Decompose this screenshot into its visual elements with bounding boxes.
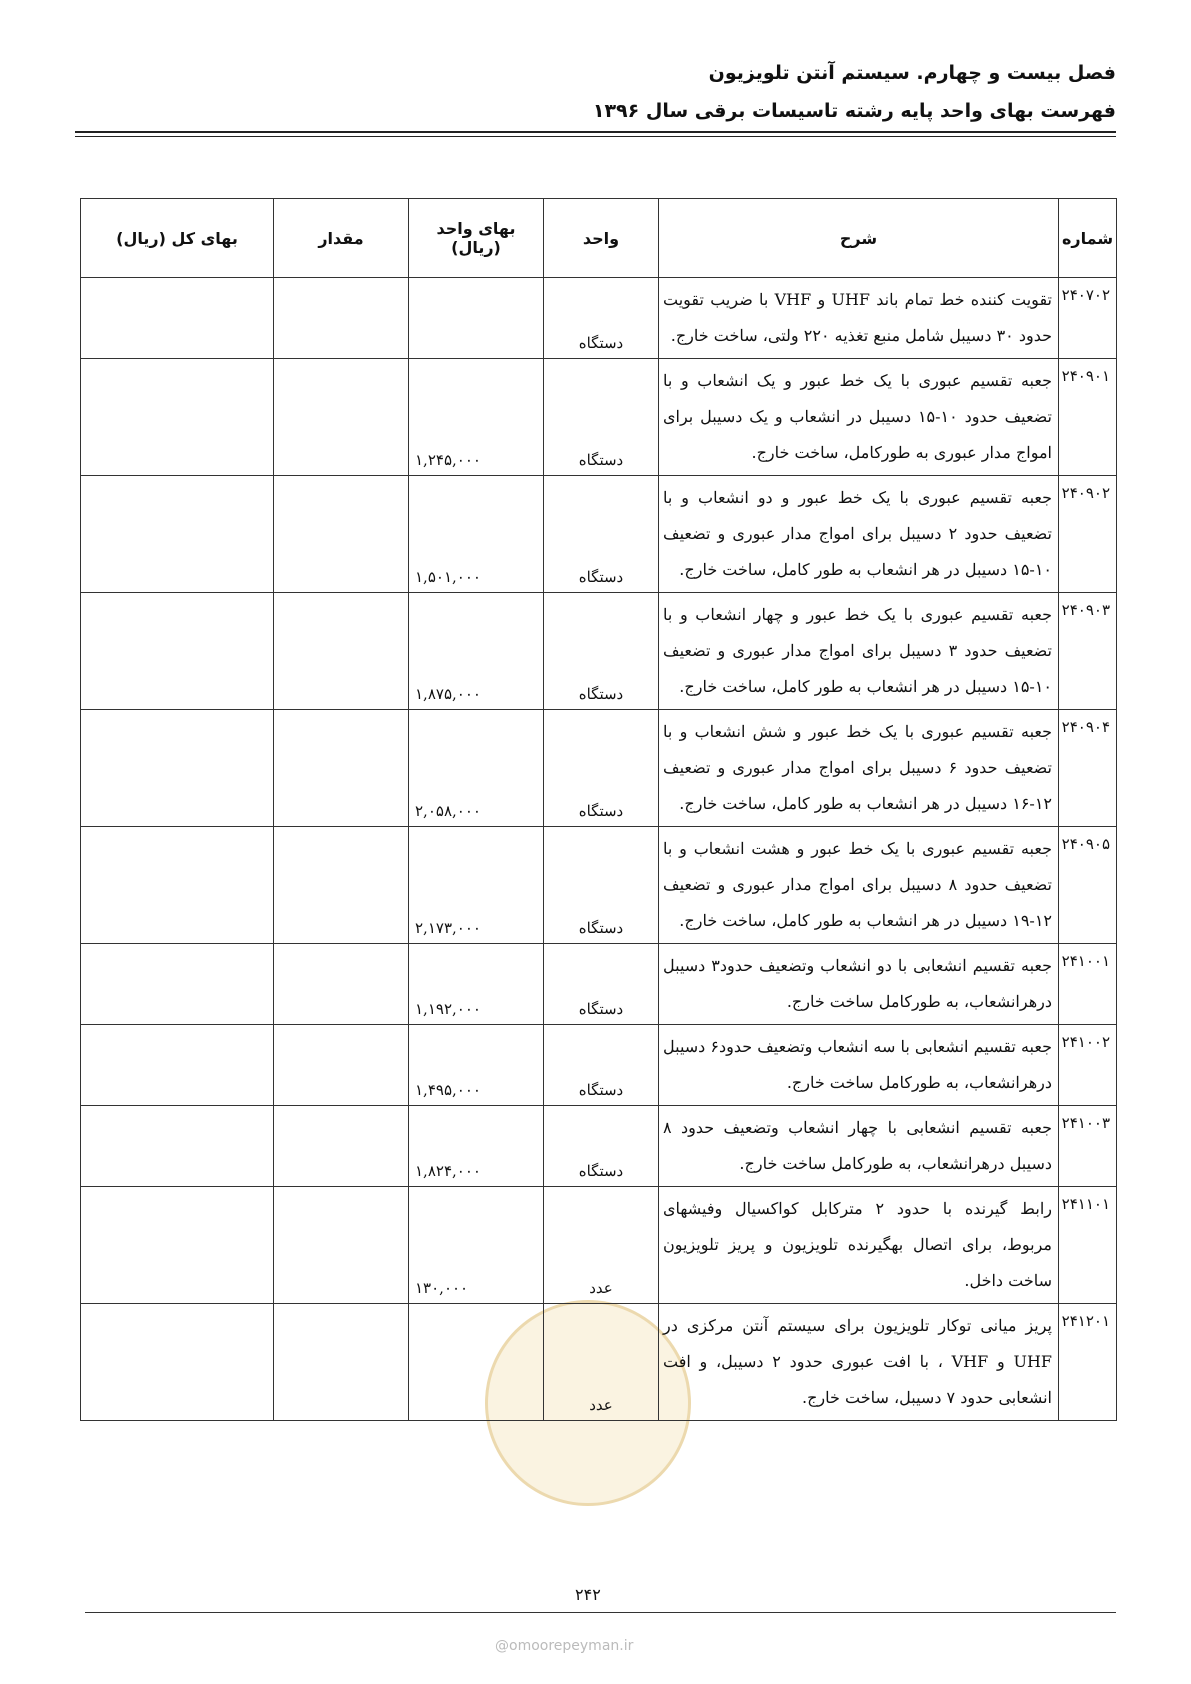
- table-row: [81, 476, 1117, 593]
- item-quantity: [274, 1304, 409, 1421]
- item-code: ۲۴۱۱۰۱: [1059, 1187, 1117, 1304]
- item-unit: دستگاه: [544, 827, 659, 944]
- item-code: ۲۴۰۷۰۲: [1059, 278, 1117, 359]
- item-description: جعبه تقسیم عبوری با یک خط عبور و دو انشعاب و با تضعیف حدود ۲ دسیبل برای امواج مدار عبوری و تضعیف ۱۰-۱۵ دسیبل در هر انشعاب به طور کامل، ساخت خارج.: [659, 476, 1059, 593]
- item-quantity: [274, 593, 409, 710]
- item-unit: دستگاه: [544, 593, 659, 710]
- item-total-price: [81, 359, 274, 476]
- item-code: ۲۴۰۹۰۱: [1059, 359, 1117, 476]
- price-list-title: فهرست بهای واحد پایه رشته تاسیسات برقی سال ۱۳۹۶: [592, 100, 1116, 122]
- item-unit: عدد: [544, 1304, 659, 1421]
- item-unit-price: ۱,۲۴۵,۰۰۰: [409, 359, 544, 476]
- item-description: جعبه تقسیم انشعابی با چهار انشعاب وتضعیف حدود ۸ دسیبل درهرانشعاب، به طورکامل ساخت خارج.: [659, 1106, 1059, 1187]
- item-code: ۲۴۱۲۰۱: [1059, 1304, 1117, 1421]
- item-quantity: [274, 827, 409, 944]
- site-watermark: @omoorepeyman.ir: [495, 1638, 634, 1654]
- item-total-price: [81, 476, 274, 593]
- item-total-price: [81, 278, 274, 359]
- item-quantity: [274, 476, 409, 593]
- item-unit: دستگاه: [544, 359, 659, 476]
- col-description-header: شرح: [659, 199, 1059, 278]
- item-quantity: [274, 1106, 409, 1187]
- item-description: جعبه تقسیم عبوری با یک خط عبور و هشت انشعاب و با تضعیف حدود ۸ دسیبل برای امواج مدار عبوری و تضعیف ۱۲-۱۹ دسیبل در هر انشعاب به طور کامل، ساخت خارج.: [659, 827, 1059, 944]
- col-unit-header: واحد: [544, 199, 659, 278]
- price-table: [80, 198, 1117, 1421]
- header-rule-thick: [75, 131, 1116, 133]
- item-unit: دستگاه: [544, 278, 659, 359]
- item-code: ۲۴۱۰۰۲: [1059, 1025, 1117, 1106]
- footer-rule: [85, 1612, 1116, 1613]
- item-unit-price: ۲,۰۵۸,۰۰۰: [409, 710, 544, 827]
- item-code: ۲۴۰۹۰۲: [1059, 476, 1117, 593]
- table-row: [81, 710, 1117, 827]
- item-quantity: [274, 710, 409, 827]
- item-quantity: [274, 944, 409, 1025]
- table-row: [81, 944, 1117, 1025]
- table-row: [81, 359, 1117, 476]
- item-description: تقویت کننده خط تمام باند UHF و VHF با ضریب تقویت حدود ۳۰ دسیبل شامل منبع تغذیه ۲۲۰ ولتی، ساخت خارج.: [659, 278, 1059, 359]
- item-total-price: [81, 944, 274, 1025]
- item-unit-price: ۱,۴۹۵,۰۰۰: [409, 1025, 544, 1106]
- table-row: [81, 593, 1117, 710]
- item-unit-price: ۱,۱۹۲,۰۰۰: [409, 944, 544, 1025]
- col-quantity-header: مقدار: [274, 199, 409, 278]
- item-unit: دستگاه: [544, 710, 659, 827]
- item-unit: دستگاه: [544, 1106, 659, 1187]
- item-unit-price: ۲,۱۷۳,۰۰۰: [409, 827, 544, 944]
- item-code: ۲۴۱۰۰۱: [1059, 944, 1117, 1025]
- table-row: [81, 1106, 1117, 1187]
- item-unit-price: [409, 278, 544, 359]
- header-rule-thin: [75, 136, 1116, 137]
- item-unit: دستگاه: [544, 476, 659, 593]
- item-quantity: [274, 359, 409, 476]
- item-description: جعبه تقسیم عبوری با یک خط عبور و یک انشعاب و با تضعیف حدود ۱۰-۱۵ دسیبل در انشعاب و یک دسیبل برای امواج مدار عبوری به طورکامل، ساخت خارج.: [659, 359, 1059, 476]
- col-number-header: شماره: [1059, 199, 1117, 278]
- item-unit-price: ۱۳۰,۰۰۰: [409, 1187, 544, 1304]
- item-unit: عدد: [544, 1187, 659, 1304]
- page-number: ۲۴۲: [575, 1585, 601, 1604]
- item-unit: دستگاه: [544, 1025, 659, 1106]
- chapter-title: فصل بیست و چهارم. سیستم آنتن تلویزیون: [708, 62, 1116, 84]
- item-code: ۲۴۰۹۰۵: [1059, 827, 1117, 944]
- table-row: [81, 1187, 1117, 1304]
- item-total-price: [81, 710, 274, 827]
- item-total-price: [81, 593, 274, 710]
- item-code: ۲۴۰۹۰۴: [1059, 710, 1117, 827]
- item-code: ۲۴۰۹۰۳: [1059, 593, 1117, 710]
- table-header-row: [81, 199, 1117, 278]
- item-description: پریز میانی توکار تلویزیون برای سیستم آنتن مرکزی در UHF و VHF ، با افت عبوری حدود ۲ دسیبل، و افت انشعابی حدود ۷ دسیبل، ساخت خارج.: [659, 1304, 1059, 1421]
- item-unit: دستگاه: [544, 944, 659, 1025]
- item-code: ۲۴۱۰۰۳: [1059, 1106, 1117, 1187]
- item-description: جعبه تقسیم انشعابی با دو انشعاب وتضعیف حدود۳ دسیبل درهرانشعاب، به طورکامل ساخت خارج.: [659, 944, 1059, 1025]
- item-unit-price: ۱,۸۲۴,۰۰۰: [409, 1106, 544, 1187]
- item-total-price: [81, 1025, 274, 1106]
- table-row: [81, 278, 1117, 359]
- item-total-price: [81, 827, 274, 944]
- item-quantity: [274, 278, 409, 359]
- item-description: جعبه تقسیم انشعابی با سه انشعاب وتضعیف حدود۶ دسیبل درهرانشعاب، به طورکامل ساخت خارج.: [659, 1025, 1059, 1106]
- item-quantity: [274, 1025, 409, 1106]
- col-unit-price-header: بهای واحد (ریال): [409, 199, 544, 278]
- col-total-price-header: بهای کل (ریال): [81, 199, 274, 278]
- table-row: [81, 827, 1117, 944]
- item-unit-price: [409, 1304, 544, 1421]
- table-row: [81, 1025, 1117, 1106]
- table-row: [81, 1304, 1117, 1421]
- item-unit-price: ۱,۵۰۱,۰۰۰: [409, 476, 544, 593]
- item-quantity: [274, 1187, 409, 1304]
- item-description: جعبه تقسیم عبوری با یک خط عبور و شش انشعاب و با تضعیف حدود ۶ دسیبل برای امواج مدار عبوری و تضعیف ۱۲-۱۶ دسیبل در هر انشعاب به طور کامل، ساخت خارج.: [659, 710, 1059, 827]
- item-description: جعبه تقسیم عبوری با یک خط عبور و چهار انشعاب و با تضعیف حدود ۳ دسیبل برای امواج مدار عبوری و تضعیف ۱۰-۱۵ دسیبل در هر انشعاب به طور کامل، ساخت خارج.: [659, 593, 1059, 710]
- item-description: رابط گیرنده با حدود ۲ مترکابل کواکسیال وفیشهای مربوط، برای اتصال بهگیرنده تلویزیون و پریز تلویزیون ساخت داخل.: [659, 1187, 1059, 1304]
- item-unit-price: ۱,۸۷۵,۰۰۰: [409, 593, 544, 710]
- item-total-price: [81, 1187, 274, 1304]
- item-total-price: [81, 1304, 274, 1421]
- item-total-price: [81, 1106, 274, 1187]
